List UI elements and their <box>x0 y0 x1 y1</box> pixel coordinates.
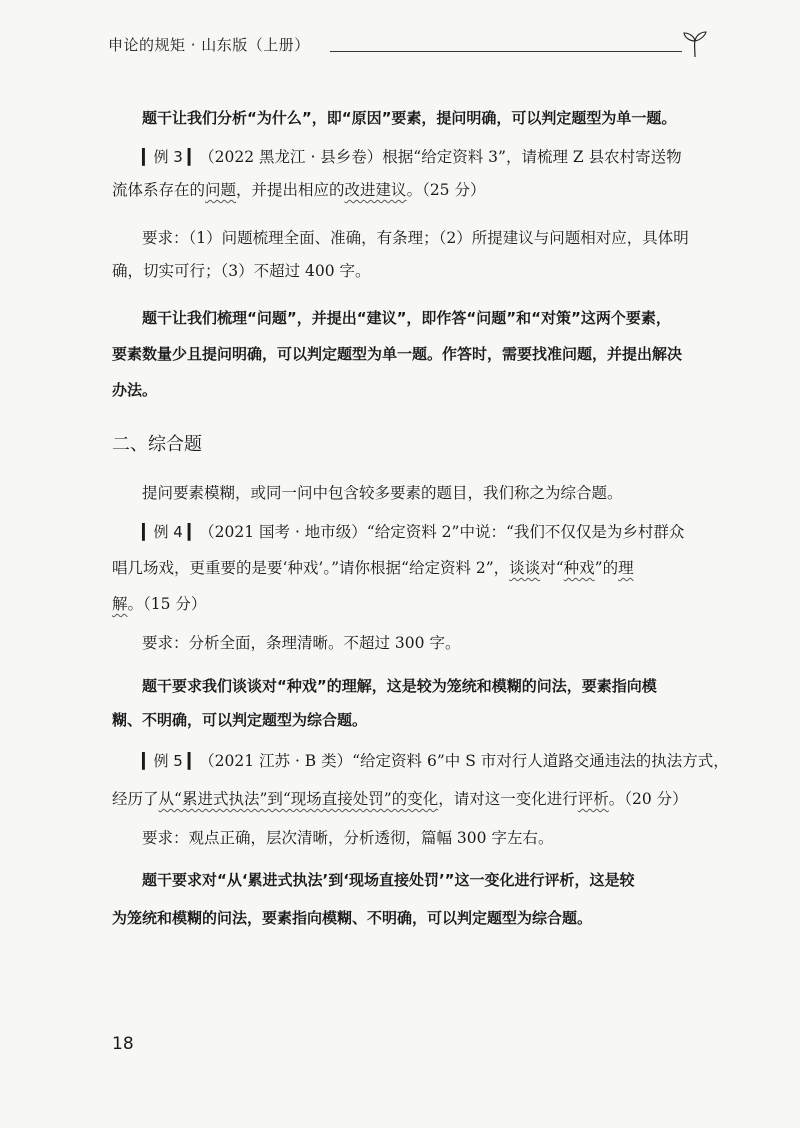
keyword: 问题 <box>205 181 237 199</box>
paragraph: 提问要素模糊，或同一问中包含较多要素的题目，我们称之为综合题。 <box>142 484 623 502</box>
example-label: ▎例 4 ▎ <box>142 523 200 541</box>
keyword: 理 <box>618 559 634 577</box>
sprout-icon <box>682 30 708 58</box>
paragraph: 要素数量少且提问明确，可以判定题型为单一题。作答时，需要找准问题，并提出解决 <box>112 345 683 363</box>
requirement: 要求：观点正确，层次清晰，分析透彻，篇幅 300 字左右。 <box>142 829 554 847</box>
paragraph: 题干让我们梳理“问题”，并提出“建议”，即作答“问题”和“对策”这两个要素， <box>142 309 671 327</box>
example-5-line: ▎例 5 ▎（2021 江苏 · B 类）“给定资料 6”中 S 市对行人道路交通违法的执法方式， <box>142 752 729 770</box>
paragraph: 题干要求我们谈谈对“种戏”的理解，这是较为笼统和模糊的问法，要素指向模 <box>142 677 657 695</box>
keyword: 改进建议 <box>344 181 407 199</box>
paragraph: 题干让我们分析“为什么”，即“原因”要素，提问明确，可以判定题型为单一题。 <box>142 109 677 127</box>
book-title: 申论的规矩 · 山东版（上册） <box>108 36 310 54</box>
section-title: 二、综合题 <box>112 434 202 455</box>
example-3-line: ▎例 3 ▎（2022 黑龙江 · 县乡卷）根据“给定资料 3”，请梳理 Z 县农村寄送物 <box>142 148 682 166</box>
example-4-line: ▎例 4 ▎（2021 国考 · 地市级）“给定资料 2”中说：“我们不仅仅是为乡村群众 <box>142 523 685 541</box>
paragraph: 题干要求对“从‘累进式执法’到‘现场直接处罚’”这一变化进行评析，这是较 <box>142 871 635 889</box>
example-label: ▎例 5 ▎ <box>142 752 200 770</box>
example-4-line: 唱几场戏，更重要的是要‘种戏’。”请你根据“给定资料 2”，谈谈对“种戏”的理 <box>112 559 634 577</box>
keyword: 从“累进式执法”到“现场直接处罚”的变化 <box>158 790 439 808</box>
example-4-line: 解。（15 分） <box>112 595 207 613</box>
paragraph: 办法。 <box>112 381 158 399</box>
requirement: 要求：（1）问题梳理全面、准确，有条理；（2）所提建议与问题相对应，具体明 <box>142 229 689 247</box>
paragraph: 为笼统和模糊的问法，要素指向模糊、不明确，可以判定题型为综合题。 <box>112 909 593 927</box>
keyword: 谈谈 <box>509 559 541 577</box>
page-number: 18 <box>112 1034 134 1054</box>
requirement: 确，切实可行；（3）不超过 400 字。 <box>112 262 371 280</box>
keyword: 种戏 <box>563 559 595 577</box>
example-label: ▎例 3 ▎ <box>142 148 200 166</box>
example-5-line: 经历了从“累进式执法”到“现场直接处罚”的变化，请对这一变化进行评析。（20 分） <box>112 790 688 808</box>
example-3-line: 流体系存在的问题，并提出相应的改进建议。（25 分） <box>112 181 486 199</box>
keyword: 评析 <box>577 790 609 808</box>
header-rule <box>330 51 682 52</box>
keyword: 解 <box>112 595 128 613</box>
running-header <box>108 30 708 60</box>
paragraph: 糊、不明确，可以判定题型为综合题。 <box>112 711 368 729</box>
requirement: 要求：分析全面，条理清晰。不超过 300 字。 <box>142 634 461 652</box>
